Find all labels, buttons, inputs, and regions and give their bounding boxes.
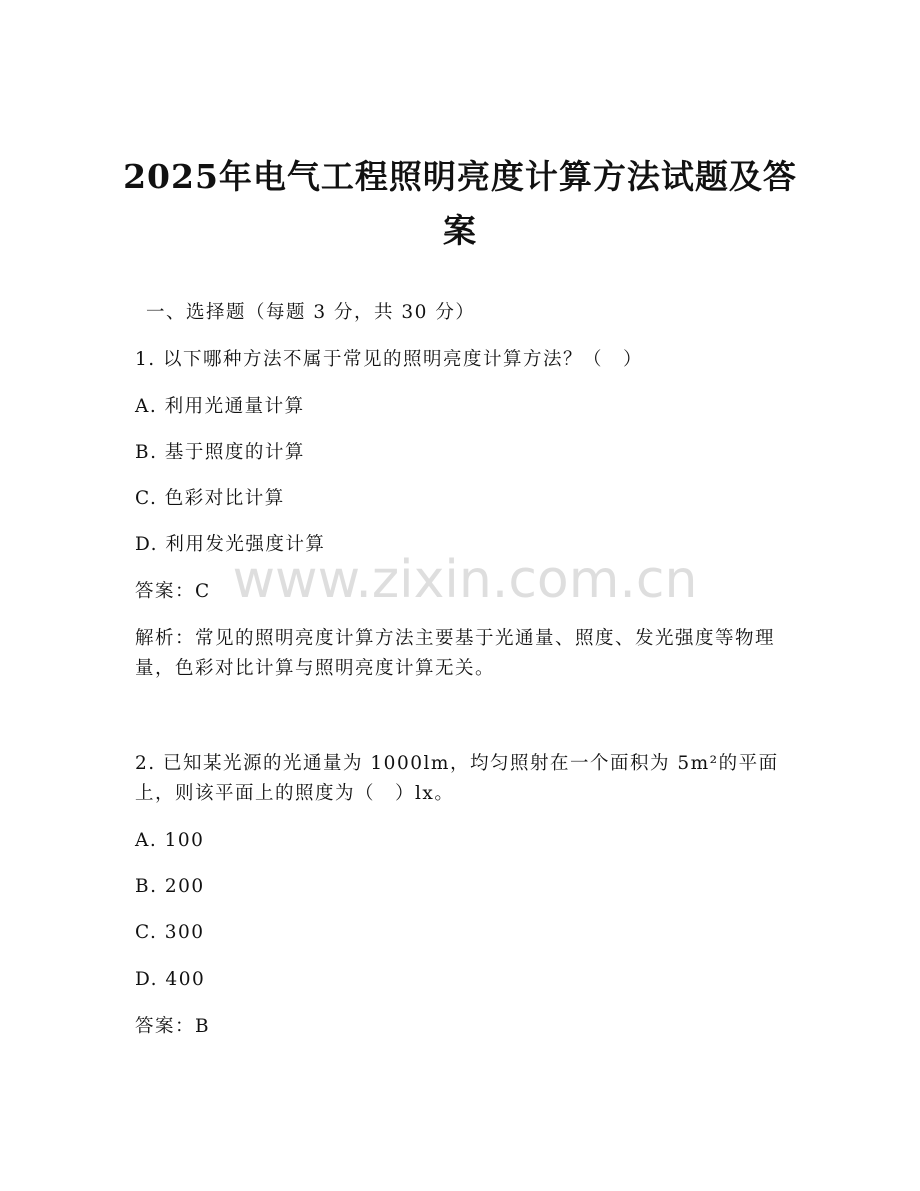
question-2-option-b: B. 200 bbox=[135, 876, 205, 897]
question-1-option-b: B. 基于照度的计算 bbox=[135, 442, 305, 463]
question-1-analysis: 解析：常见的照明亮度计算方法主要基于光通量、照度、发光强度等物理量，色彩对比计算与照明亮度计算无关。 bbox=[135, 628, 776, 679]
page-title: 2025年电气工程照明亮度计算方法试题及答案 bbox=[123, 157, 797, 250]
question-1-option-a: A. 利用光通量计算 bbox=[135, 396, 305, 417]
question-2-option-c: C. 300 bbox=[135, 922, 205, 943]
question-2-option-d: D. 400 bbox=[135, 969, 206, 990]
question-2-option-a: A. 100 bbox=[135, 830, 205, 851]
question-2-answer: 答案：B bbox=[135, 1016, 211, 1037]
question-2-stem: 2. 已知某光源的光通量为 1000lm，均匀照射在一个面积为 5m²的平面上，则该平面上的照度为（ ）lx。 bbox=[135, 753, 779, 804]
question-1-option-d: D. 利用发光强度计算 bbox=[135, 534, 326, 555]
question-1-option-c: C. 色彩对比计算 bbox=[135, 488, 285, 509]
section-heading: 一、选择题（每题 3 分，共 30 分） bbox=[146, 302, 476, 323]
question-1-answer: 答案：C bbox=[135, 581, 211, 602]
watermark: www.zixin.com.cn bbox=[232, 550, 698, 610]
question-1-stem: 1. 以下哪种方法不属于常见的照明亮度计算方法？（ ） bbox=[135, 349, 644, 370]
